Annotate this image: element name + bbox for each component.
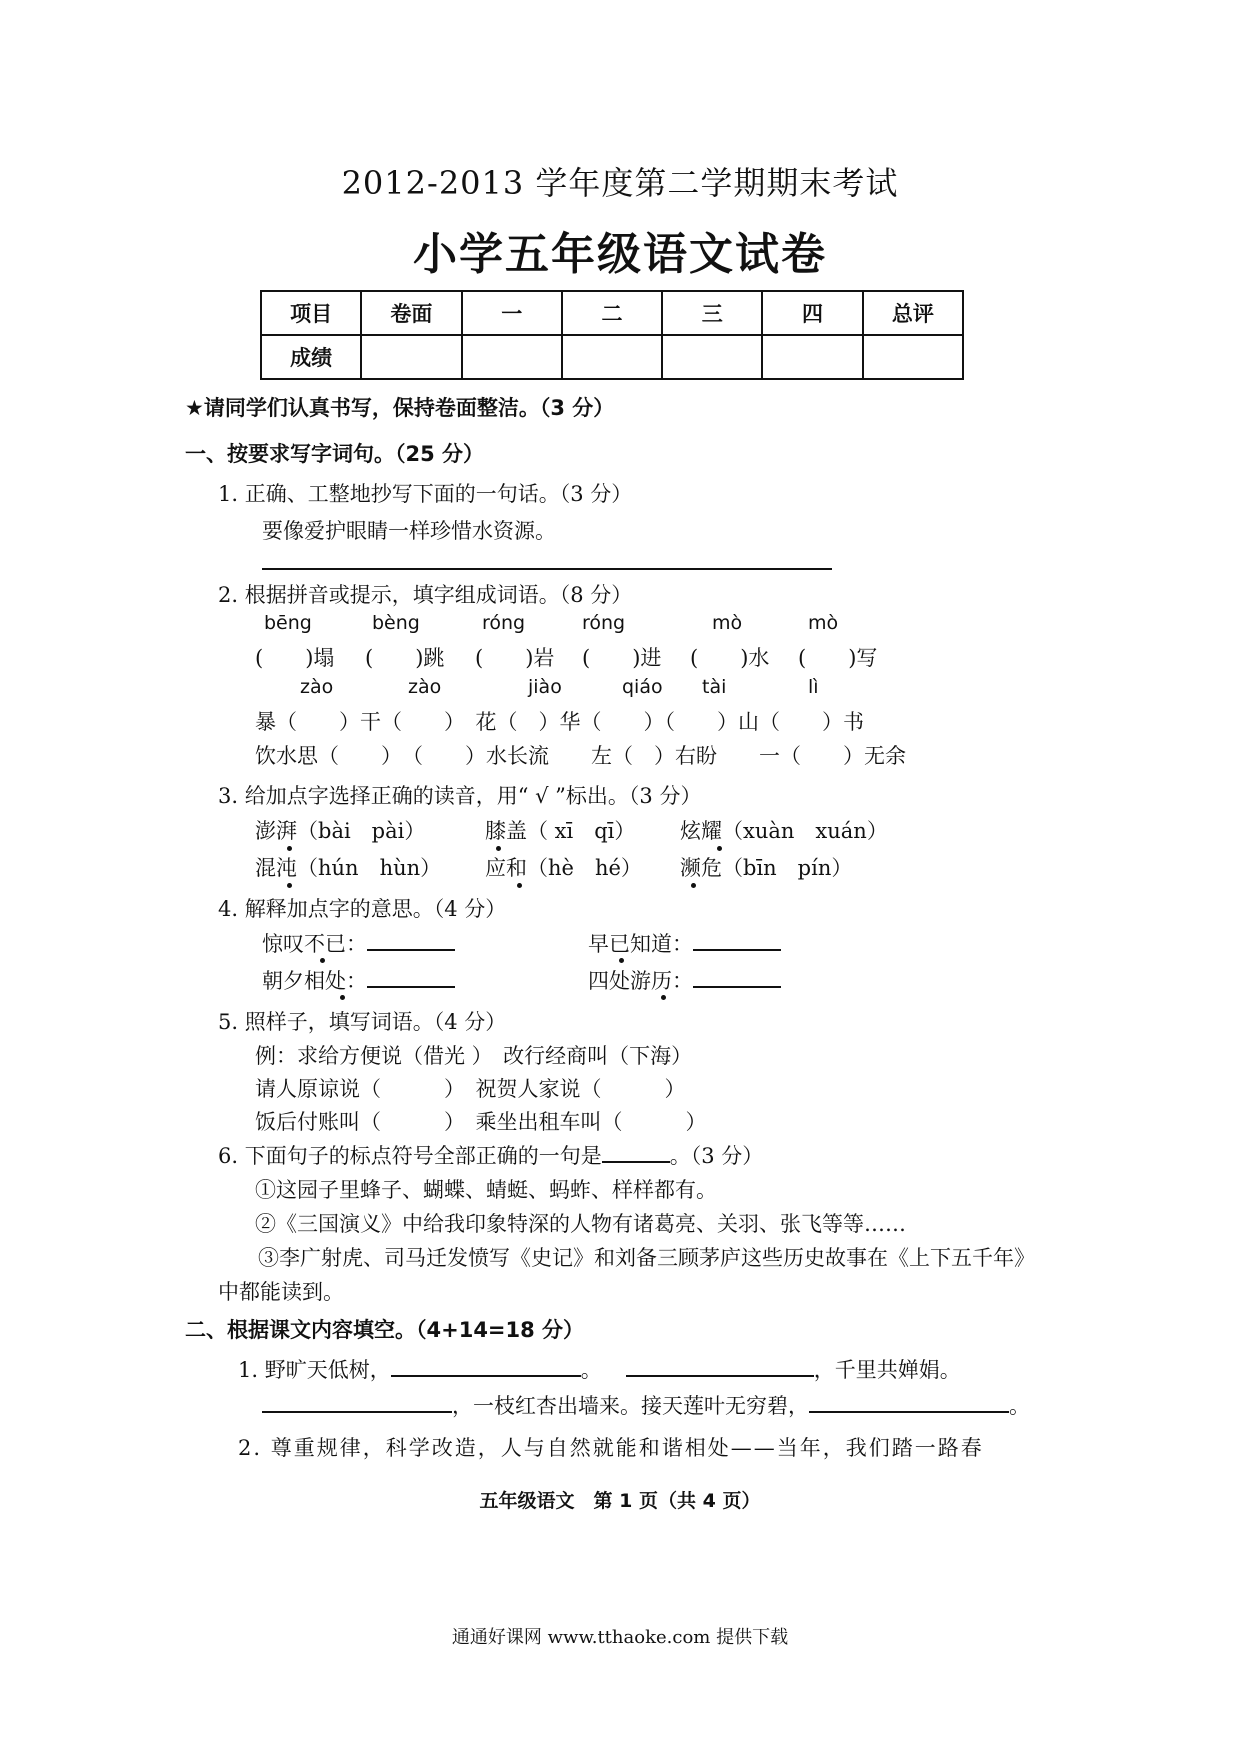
q4-label: 4. 解释加点字的意思。（4 分） [218, 897, 507, 921]
score-cell: 三 [662, 291, 762, 335]
q1-answer-line[interactable] [262, 568, 832, 570]
s2-q1-blank[interactable] [391, 1357, 581, 1377]
section-2-heading: 二、根据课文内容填空。（4+14=18 分） [185, 1318, 585, 1342]
q5-label: 5. 照样子，填写词语。（4 分） [218, 1010, 507, 1034]
s2-q1-blank[interactable] [262, 1393, 452, 1413]
q2-words-row2[interactable]: 暴（ ）干（ ） 花（ ）华（ ）（ ）山（ ）书 [255, 710, 864, 734]
q4-answer-blank[interactable] [693, 968, 781, 988]
q2-word[interactable]: ( )水 [690, 646, 770, 670]
q2-words-row3[interactable]: 饮水思（ ） （ ）水长流 左（ ）右盼 一（ ）无余 [255, 744, 906, 768]
score-cell: 四 [762, 291, 862, 335]
exam-subtitle: 小学五年级语文试卷 [413, 229, 827, 280]
q4-answer-blank[interactable] [693, 931, 781, 951]
score-cell: 一 [462, 291, 562, 335]
q2-word[interactable]: ( )跳 [365, 646, 445, 670]
score-cell[interactable] [361, 335, 461, 379]
score-cell[interactable] [863, 335, 963, 379]
s2-q1-blank[interactable] [809, 1393, 1009, 1413]
q2-word[interactable]: ( )写 [798, 646, 878, 670]
s2-q1-line1 [238, 1354, 961, 1384]
q4-item-text: 朝夕相处： [262, 969, 367, 993]
q4-item [588, 965, 781, 995]
q4-item-text: 早已知道： [588, 932, 693, 956]
emphasis-dot [517, 883, 522, 888]
download-source[interactable]: 通通好课网 www.tthaoke.com 提供下载 [451, 1627, 789, 1648]
score-cell[interactable] [562, 335, 662, 379]
q2-pinyin: bèng [372, 612, 420, 634]
q3-item[interactable]: 澎湃（bài pài） [255, 819, 426, 843]
q2-pinyin: lì [808, 676, 819, 698]
q2-pinyin: mò [712, 612, 743, 634]
emphasis-dot [496, 846, 501, 851]
emphasis-dot [691, 883, 696, 888]
section-1-heading: 一、按要求写字词句。（25 分） [185, 442, 485, 466]
q2-pinyin: zào [300, 676, 334, 698]
q5-row[interactable]: 请人原谅说（ ） 祝贺人家说（ ） [255, 1077, 686, 1101]
q2-pinyin: zào [408, 676, 442, 698]
q4-item [588, 928, 781, 958]
q3-item[interactable]: 濒危（bīn pín） [680, 856, 853, 880]
s2-q1-blank[interactable] [626, 1357, 814, 1377]
score-table [260, 290, 964, 380]
q4-item [262, 965, 455, 995]
q2-word[interactable]: ( )岩 [475, 646, 555, 670]
q4-item-text: 四处游历： [588, 969, 693, 993]
q6-option: ②《三国演义》中给我印象特深的人物有诸葛亮、关羽、张飞等等…… [255, 1212, 906, 1236]
q2-word[interactable]: ( )塌 [255, 646, 335, 670]
emphasis-dot [320, 958, 325, 963]
score-cell: 总评 [863, 291, 963, 335]
q2-pinyin: bēng [264, 612, 312, 634]
q6-option: ③李广射虎、司马迁发愤写《史记》和刘备三顾茅庐这些历史故事在《上下五千年》 [258, 1246, 1035, 1270]
score-cell: 成绩 [261, 335, 361, 379]
s2-q1-mid: 。 [580, 1358, 602, 1382]
s2-q1-line2-end: 。 [1009, 1394, 1030, 1418]
q3-item[interactable]: 混沌（hún hùn） [255, 856, 442, 880]
neatness-note: ★请同学们认真书写，保持卷面整洁。（3 分） [185, 396, 615, 420]
score-cell: 项目 [261, 291, 361, 335]
q2-pinyin: tài [702, 676, 727, 698]
emphasis-dot [661, 995, 666, 1000]
q5-example: 例：求给方便说（借光 ） 改行经商叫（下海） [255, 1044, 693, 1068]
exam-title: 2012-2013 学年度第二学期期末考试 [341, 164, 899, 202]
q4-answer-blank[interactable] [367, 931, 455, 951]
emphasis-dot [287, 883, 292, 888]
emphasis-dot [619, 958, 624, 963]
q6-label-text: 6. 下面句子的标点符号全部正确的一句是 [218, 1144, 602, 1168]
q3-item[interactable]: 炫耀（xuàn xuán） [680, 819, 888, 843]
q6-option: ①这园子里蜂子、蝴蝶、蜻蜓、蚂蚱、样样都有。 [255, 1178, 717, 1202]
emphasis-dot [340, 995, 345, 1000]
q4-item-text: 惊叹不已： [262, 932, 367, 956]
score-table-header-row [261, 291, 963, 335]
score-cell[interactable] [462, 335, 562, 379]
s2-q1-start: 1. 野旷天低树， [238, 1358, 391, 1382]
q3-label: 3. 给加点字选择正确的读音，用“ √ ”标出。（3 分） [218, 784, 702, 808]
q6-label-end: 。（3 分） [669, 1144, 764, 1168]
score-table-value-row [261, 335, 963, 379]
q2-pinyin: jiào [528, 676, 562, 698]
score-cell[interactable] [662, 335, 762, 379]
q4-item [262, 928, 455, 958]
s2-q1-line2-mid: ，一枝红杏出墙来。接天莲叶无穷碧， [452, 1394, 809, 1418]
emphasis-dot [717, 846, 722, 851]
q2-pinyin: qiáo [622, 676, 663, 698]
s2-q1-end: ，千里共婵娟。 [813, 1358, 961, 1382]
q3-item[interactable]: 膝盖（ xī qī） [485, 819, 636, 843]
q6-answer-blank[interactable] [602, 1143, 670, 1163]
q1-label: 1. 正确、工整地抄写下面的一句话。（3 分） [218, 482, 633, 506]
score-cell: 二 [562, 291, 662, 335]
q5-row[interactable]: 饭后付账叫（ ） 乘坐出租车叫（ ） [255, 1110, 707, 1134]
q2-pinyin: róng [482, 612, 526, 634]
q6-label [218, 1140, 763, 1170]
s2-q1-line2 [262, 1390, 1030, 1420]
score-cell[interactable] [762, 335, 862, 379]
page-footer: 五年级语文 第 1 页（共 4 页） [479, 1490, 761, 1512]
q2-label: 2. 根据拼音或提示，填字组成词语。（8 分） [218, 583, 633, 607]
q6-option-continued: 中都能读到。 [218, 1280, 344, 1304]
q1-sentence: 要像爱护眼睛一样珍惜水资源。 [262, 519, 556, 543]
s2-q2-text: 2. 尊重规律，科学改造，人与自然就能和谐相处——当年，我们踏一路春 [238, 1436, 984, 1460]
q2-pinyin: mò [808, 612, 839, 634]
q4-answer-blank[interactable] [367, 968, 455, 988]
score-cell: 卷面 [361, 291, 461, 335]
q3-item[interactable]: 应和（hè hé） [485, 856, 642, 880]
q2-word[interactable]: ( )进 [582, 646, 662, 670]
q2-pinyin: róng [582, 612, 626, 634]
emphasis-dot [287, 846, 292, 851]
